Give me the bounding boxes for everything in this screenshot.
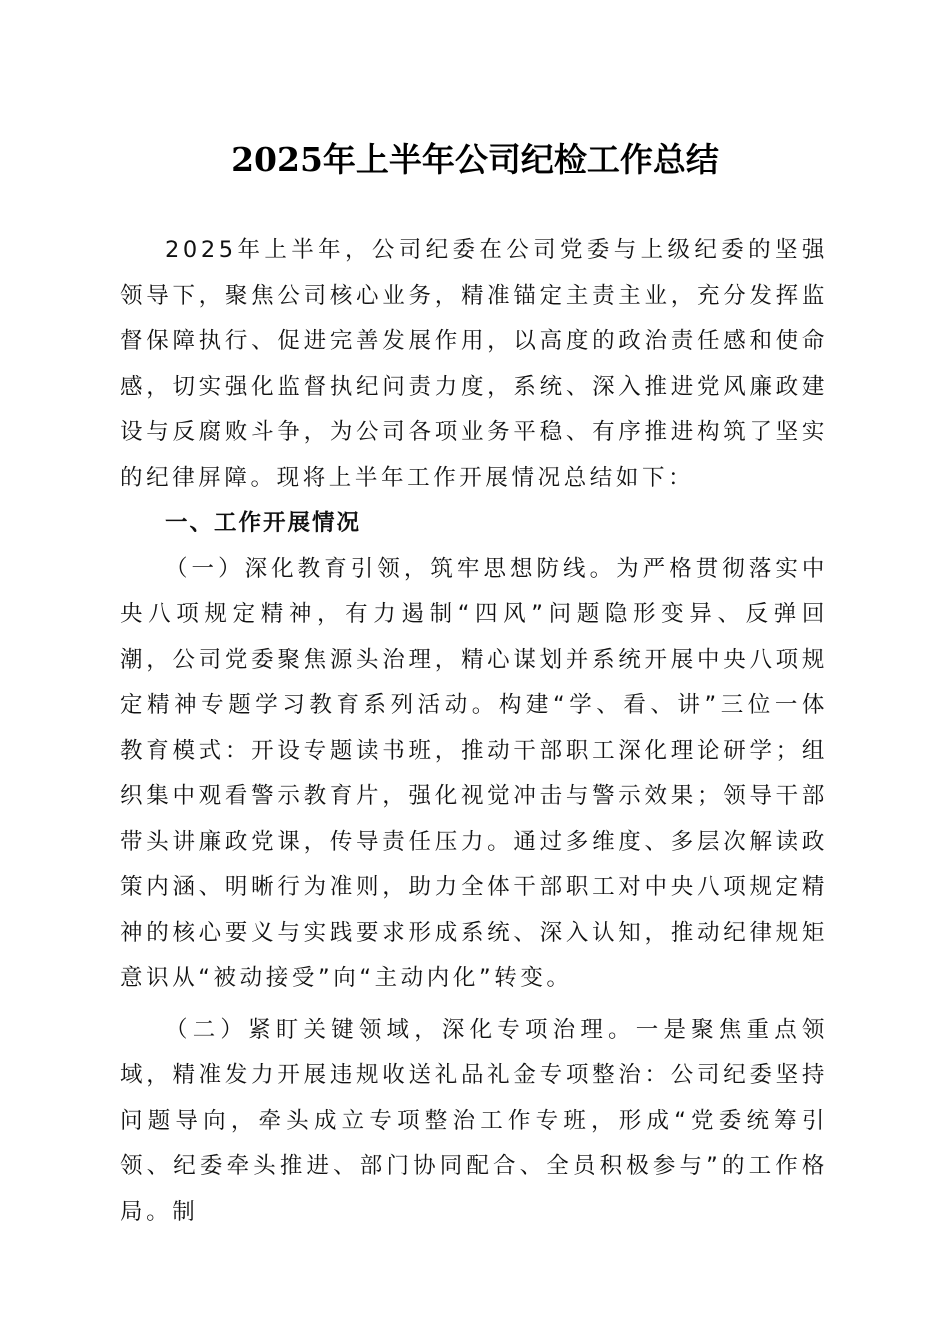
item-1-text: 为严格贯彻落实中央八项规定精神，有力遏制“四风”问题隐形变异、反弹回潮，公司党委聚焦源头治理，精心谋划并系统开展中央八项规定精神专题学习教育系列活动。构建“学、看、讲”三位一体教育模式：开设专题读书班，推动干部职工深化理论研学；组织集中观看警示教育片，强化视觉冲击与警示效果；领导干部带头讲廉政党课，传导责任压力。通过多维度、多层次解读政策内涵、明晰行为准则，助力全体干部职工对中央八项规定精神的核心要义与实践要求形成系统、深入认知，推动纪律规矩意识从“被动接受”向“主动内化”转变。: [120, 555, 828, 991]
paragraph-item-2: [120, 1008, 828, 1236]
document-title: 2025年上半年公司纪检工作总结: [231, 140, 719, 179]
section-heading-work-progress: 一、工作开展情况: [165, 510, 362, 536]
item-1-heading: （一）深化教育引领，筑牢思想防线。: [165, 555, 617, 582]
item-2-heading: （二）紧盯关键领域，深化专项治理。: [165, 1016, 636, 1043]
item-2-text: 一是聚焦重点领域，精准发力开展违规收送礼品礼金专项整治：公司纪委坚持问题导向，牵头成立专项整治工作专班，形成“党委统筹引领、纪委牵头推进、部门协同配合、全员积极参与”的工作格局。制: [120, 1016, 828, 1225]
paragraph-item-1: [120, 547, 828, 1002]
document-body: [120, 228, 828, 1235]
intro-paragraph: 2025年上半年，公司纪委在公司党委与上级纪委的坚强领导下，聚焦公司核心业务，精准锚定主责主业，充分发挥监督保障执行、促进完善发展作用，以高度的政治责任感和使命感，切实强化监督执纪问责力度，系统、深入推进党风廉政建设与反腐败斗争，为公司各项业务平稳、有序推进构筑了坚实的纪律屏障。现将上半年工作开展情况总结如下：: [120, 237, 828, 491]
